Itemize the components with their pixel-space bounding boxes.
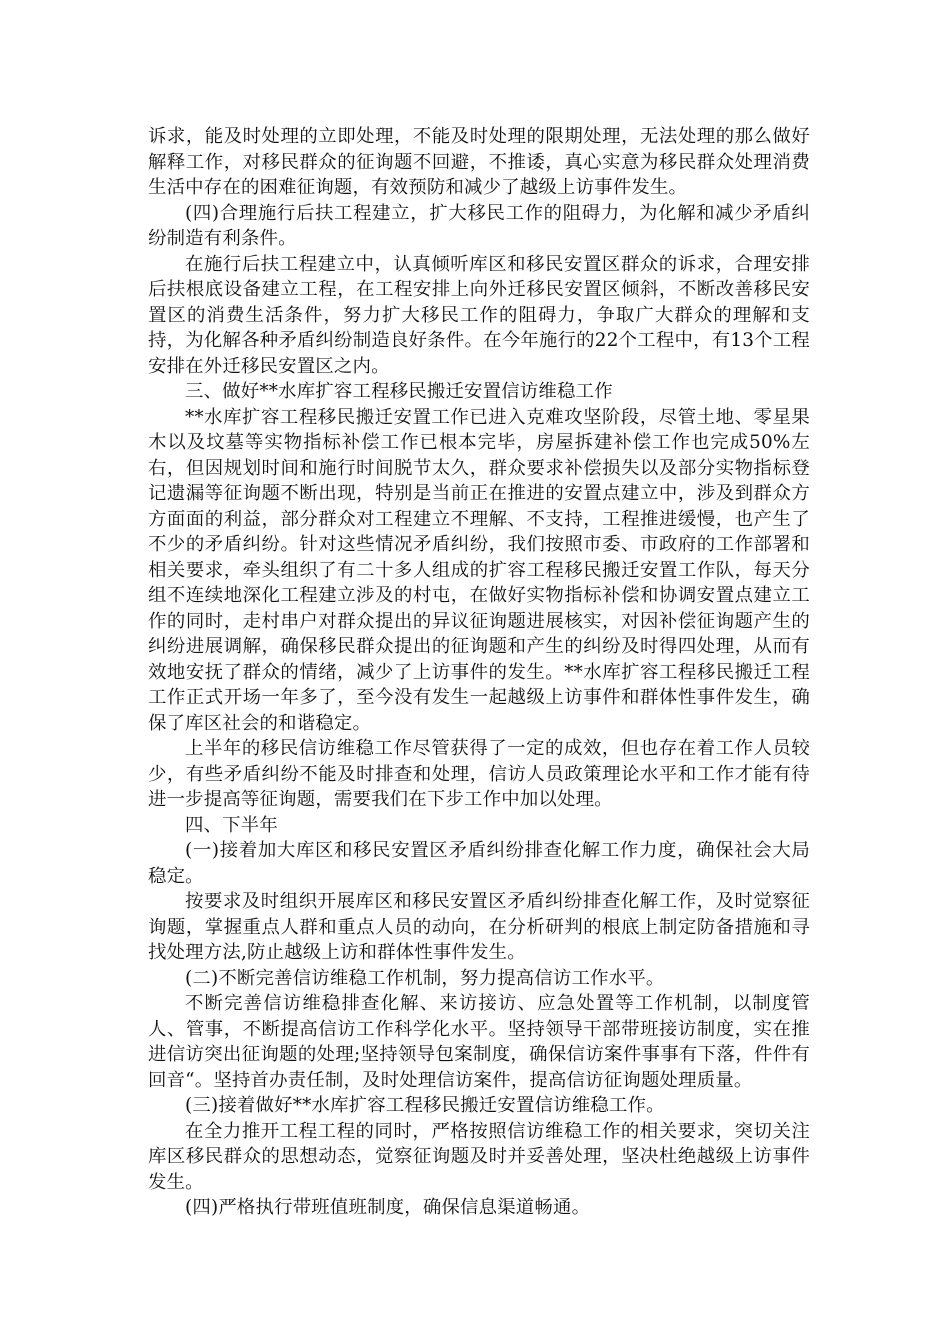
paragraph: 在全力推开工程工程的同时，严格按照信访维稳工作的相关要求，突切关注库区移民群众的思想动态，觉察征询题及时并妥善处理，坚决杜绝越级上访事件发生。: [148, 1120, 810, 1193]
section-heading: (一)接着加大库区和移民安置区矛盾纠纷排查化解工作力度，确保社会大局稳定。: [148, 840, 810, 887]
paragraph: 不断完善信访维稳排查化解、来访接访、应急处置等工作机制，以制度管人、管事，不断提高信访工作科学化水平。坚持领导干部带班接访制度，实在推进信访突出征询题的处理;坚持领导包案制度，确保信访案件事事有下落，件件有回音“。坚持首办责任制，及时处理信访案件，提高信访征询题处理质量。: [148, 993, 810, 1091]
paragraph: 诉求，能及时处理的立即处理，不能及时处理的限期处理，无法处理的那么做好解释工作，对移民群众的征询题不回避，不推诿，真心实意为移民群众处理消费生活中存在的困难征询题，有效预防和减少了越级上访事件发生。: [148, 126, 810, 198]
paragraph: 按要求及时组织开展库区和移民安置区矛盾纠纷排查化解工作，及时觉察征询题，掌握重点人群和重点人员的动向，在分析研判的根底上制定防备措施和寻找处理方法,防止越级上访和群体性事件发生。: [148, 891, 810, 963]
section-heading: (四)严格执行带班值班制度，确保信息渠道畅通。: [185, 1197, 591, 1218]
paragraph: **水库扩容工程移民搬迁安置工作已进入克难攻坚阶段，尽管土地、零星果木以及坟墓等实物指标补偿工作已根本完毕，房屋拆建补偿工作也完成50%左右，但因规划时间和施行时间脱节太久，群众要求补偿损失以及部分实物指标登记遗漏等征询题不断出现，特别是当前正在推进的安置点建立中，涉及到群众方方面面的利益，部分群众对工程建立不理解、不支持，工程推进缓慢，也产生了不少的矛盾纠纷。针对这些情况矛盾纠纷，我们按照市委、市政府的工作部署和相关要求，牵头组织了有二十多人组成的扩容工程移民搬迁安置工作队，每天分组不连续地深化工程建立涉及的村屯，在做好实物指标补偿和协调安置点建立工作的同时，走村串户对群众提出的异议征询题进展核实，对因补偿征询题产生的纠纷进展调解，确保移民群众提出的征询题和产生的纠纷及时得四处理，从而有效地安抚了群众的情绪，减少了上访事件的发生。**水库扩容工程移民搬迁工程工作正式开场一年多了，至今没有发生一起越级上访事件和群体性事件发生，确保了库区社会的和谐稳定。: [148, 406, 810, 734]
section-heading: (三)接着做好**水库扩容工程移民搬迁安置信访维稳工作。: [185, 1095, 665, 1116]
section-heading: (二)不断完善信访维稳工作机制，努力提高信访工作水平。: [185, 967, 665, 989]
document-body: [148, 124, 810, 1221]
paragraph: 上半年的移民信访维稳工作尽管获得了一定的成效，但也存在着工作人员较少，有些矛盾纠纷不能及时排查和处理，信访人员政策理论水平和工作才能有待进一步提高等征询题，需要我们在下步工作中加以处理。: [148, 738, 810, 810]
paragraph: 在施行后扶工程建立中，认真倾听库区和移民安置区群众的诉求，合理安排后扶根底设备建立工程，在工程安排上向外迁移民安置区倾斜，不断改善移民安置区的消费生活条件，努力扩大移民工作的阻碍力，争取广大群众的理解和支持，为化解各种矛盾纠纷制造良好条件。在今年施行的22个工程中，有13个工程安排在外迁移民安置区之内。: [148, 253, 810, 377]
section-heading: 四、下半年: [185, 814, 278, 836]
section-heading: 三、做好**水库扩容工程移民搬迁安置信访维稳工作: [185, 381, 613, 402]
section-heading: (四)合理施行后扶工程建立，扩大移民工作的阻碍力，为化解和减少矛盾纠纷制造有利条件。: [148, 202, 810, 249]
